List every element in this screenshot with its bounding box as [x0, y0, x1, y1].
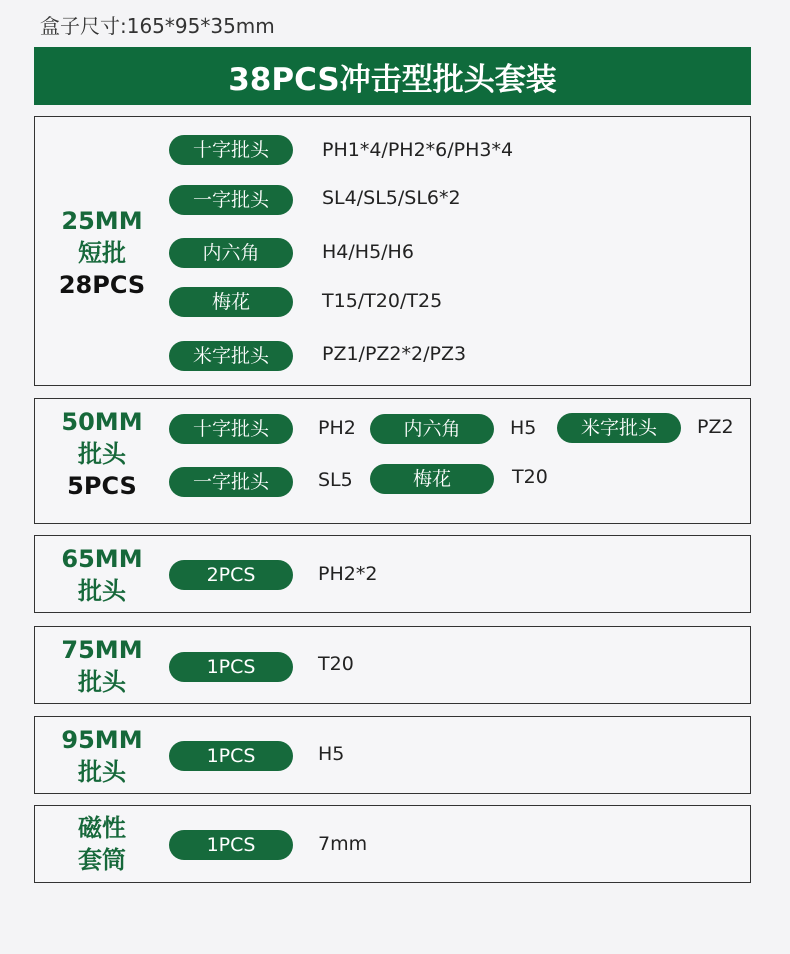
tag-value: H5: [510, 417, 537, 439]
tag-value: SL4/SL5/SL6*2: [322, 187, 461, 209]
tag-value: T20: [512, 466, 548, 488]
label-size: 25MM: [61, 207, 143, 235]
label-size: 65MM: [61, 545, 143, 573]
tag-value: SL5: [318, 469, 353, 491]
label-count: 5PCS: [67, 472, 137, 500]
section-95mm: [34, 716, 751, 794]
tag-pill: 内六角: [169, 238, 293, 268]
label-type: 短批: [78, 239, 126, 267]
section-label: [35, 543, 169, 607]
tag-pill: 2PCS: [169, 560, 293, 590]
label-type: 套筒: [78, 846, 126, 874]
label-type: 批头: [78, 758, 126, 786]
title-banner: [34, 47, 751, 105]
section-label: [35, 634, 169, 698]
section-25mm: [34, 116, 751, 386]
tag-pill: 1PCS: [169, 741, 293, 771]
section-50mm: [34, 398, 751, 524]
label-size: 75MM: [61, 636, 143, 664]
label-type: 批头: [78, 577, 126, 605]
tag-pill: 梅花: [169, 287, 293, 317]
label-size: 50MM: [61, 408, 143, 436]
tag-value: PH2*2: [318, 563, 378, 585]
section-65mm: [34, 535, 751, 613]
tag-value: PZ1/PZ2*2/PZ3: [322, 343, 467, 365]
tag-value: T15/T20/T25: [322, 290, 443, 312]
tag-value: PH2: [318, 417, 356, 439]
tag-value: PZ2: [697, 416, 734, 438]
tag-value: 7mm: [318, 833, 368, 855]
section-label: [35, 406, 169, 502]
box-size-text: 盒子尺寸:165*95*35mm: [40, 14, 275, 38]
tag-pill: 梅花: [370, 464, 494, 494]
label-size: 磁性: [78, 814, 126, 842]
section-label: [35, 205, 169, 301]
tag-pill: 十字批头: [169, 414, 293, 444]
tag-pill: 内六角: [370, 414, 494, 444]
section-label: [35, 724, 169, 788]
tag-value: H4/H5/H6: [322, 241, 414, 263]
section-75mm: [34, 626, 751, 704]
tag-pill: 米字批头: [169, 341, 293, 371]
tag-value: PH1*4/PH2*6/PH3*4: [322, 139, 514, 161]
label-type: 批头: [78, 668, 126, 696]
tag-value: H5: [318, 743, 345, 765]
section-magnetic-socket: [34, 805, 751, 883]
section-label: [35, 812, 169, 876]
page-title: 38PCS冲击型批头套装: [228, 61, 557, 98]
label-size: 95MM: [61, 726, 143, 754]
tag-value: T20: [318, 653, 354, 675]
tag-pill: 1PCS: [169, 652, 293, 682]
tag-pill: 十字批头: [169, 135, 293, 165]
label-count: 28PCS: [58, 271, 146, 299]
tag-pill: 一字批头: [169, 467, 293, 497]
tag-pill: 1PCS: [169, 830, 293, 860]
tag-pill: 一字批头: [169, 185, 293, 215]
tag-pill: 米字批头: [557, 413, 681, 443]
label-type: 批头: [78, 440, 126, 468]
